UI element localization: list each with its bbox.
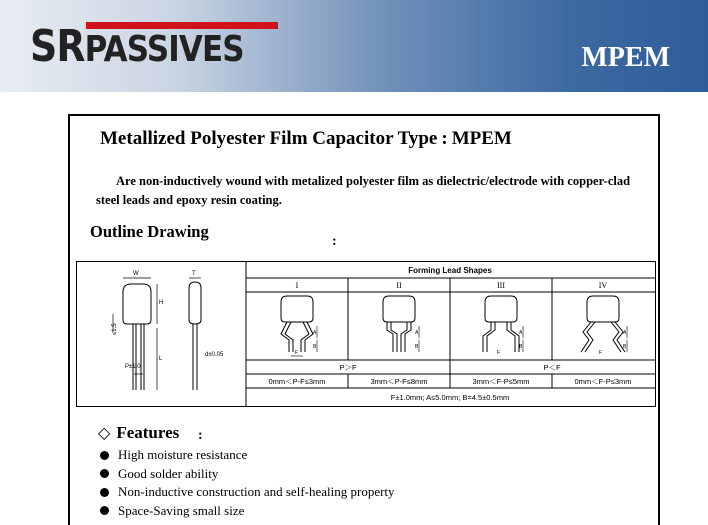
list-item: High moisture resistance bbox=[100, 446, 395, 465]
header-banner bbox=[0, 0, 708, 92]
shape-ii-label-a: A bbox=[415, 330, 419, 336]
features-colon: : bbox=[198, 428, 203, 443]
group-label-p-lt-f: P＜F bbox=[543, 363, 561, 372]
shape-i-label-f: F bbox=[295, 350, 299, 356]
features-list bbox=[100, 446, 395, 520]
shape-iii-label-f: F bbox=[497, 350, 501, 356]
page-title: Metallized Polyester Film Capacitor Type : MPEM bbox=[100, 128, 512, 149]
capacitor-front-view bbox=[113, 278, 157, 390]
dim-d: d±0.05 bbox=[205, 352, 224, 358]
group-label-p-gt-f: P＞F bbox=[339, 363, 357, 372]
bullet-icon bbox=[100, 451, 109, 460]
shape-i-label-a: A bbox=[313, 330, 317, 336]
col-ii: II bbox=[396, 281, 402, 290]
list-item: Good solder ability bbox=[100, 465, 395, 484]
lead-shape-iii bbox=[483, 296, 523, 352]
shape-ii-label-b: B bbox=[415, 344, 419, 350]
outline-colon: : bbox=[332, 234, 337, 249]
outline-drawing-table bbox=[76, 261, 656, 407]
range-ii: 3mm＜P-F≤8mm bbox=[370, 377, 428, 386]
dim-l: L bbox=[159, 356, 163, 362]
lead-shape-i bbox=[281, 296, 317, 356]
col-i: I bbox=[295, 281, 299, 290]
list-item: Non-inductive construction and self-healing property bbox=[100, 483, 395, 502]
forming-lead-table bbox=[246, 278, 655, 388]
shape-iv-label-f: F bbox=[599, 350, 603, 356]
dim-pitch: P±1.0 bbox=[125, 364, 141, 370]
shape-iv-label-b: B bbox=[623, 344, 627, 350]
range-iv: 0mm＜F-P≤3mm bbox=[574, 377, 632, 386]
dimension-footer: F±1.0mm; A≤5.0mm; B=4.5±0.5mm bbox=[390, 393, 510, 402]
range-iii: 3mm＜F-P≤5mm bbox=[472, 377, 530, 386]
features-heading: ◇ Features bbox=[98, 423, 180, 442]
product-description: Are non-inductively wound with metalized polyester film as dielectric/electrode with copper-clad steel leads and epoxy resin coating. bbox=[96, 174, 631, 207]
bullet-icon bbox=[100, 506, 109, 515]
shape-iii-label-b: B bbox=[519, 344, 523, 350]
shape-iii-label-a: A bbox=[519, 330, 523, 336]
bullet-icon bbox=[100, 488, 109, 497]
range-i: 0mm＜P-F≤3mm bbox=[268, 377, 326, 386]
lead-shape-ii bbox=[383, 296, 419, 352]
bullet-icon bbox=[100, 469, 109, 478]
shape-i-label-b: B bbox=[313, 344, 317, 350]
list-item: Space-Saving small size bbox=[100, 502, 395, 521]
table-title: Forming Lead Shapes bbox=[408, 266, 492, 275]
dim-h: H bbox=[159, 300, 164, 306]
datasheet-frame bbox=[68, 114, 660, 525]
company-logo bbox=[30, 20, 252, 74]
capacitor-side-view bbox=[189, 278, 201, 390]
dim-w: W bbox=[133, 271, 139, 277]
col-iii: III bbox=[497, 281, 505, 290]
dim-t: T bbox=[192, 271, 196, 277]
lead-shape-iv bbox=[581, 296, 627, 352]
shape-iv-label-a: A bbox=[623, 330, 627, 336]
diamond-bullet-icon: ◇ bbox=[98, 425, 111, 442]
logo-text: SRPASSIVES bbox=[30, 21, 244, 72]
dim-lead-length: ≤1.5 bbox=[112, 323, 118, 335]
header-model: MPEM bbox=[581, 42, 670, 73]
outline-heading: Outline Drawing bbox=[90, 222, 209, 241]
col-iv: IV bbox=[598, 281, 608, 290]
